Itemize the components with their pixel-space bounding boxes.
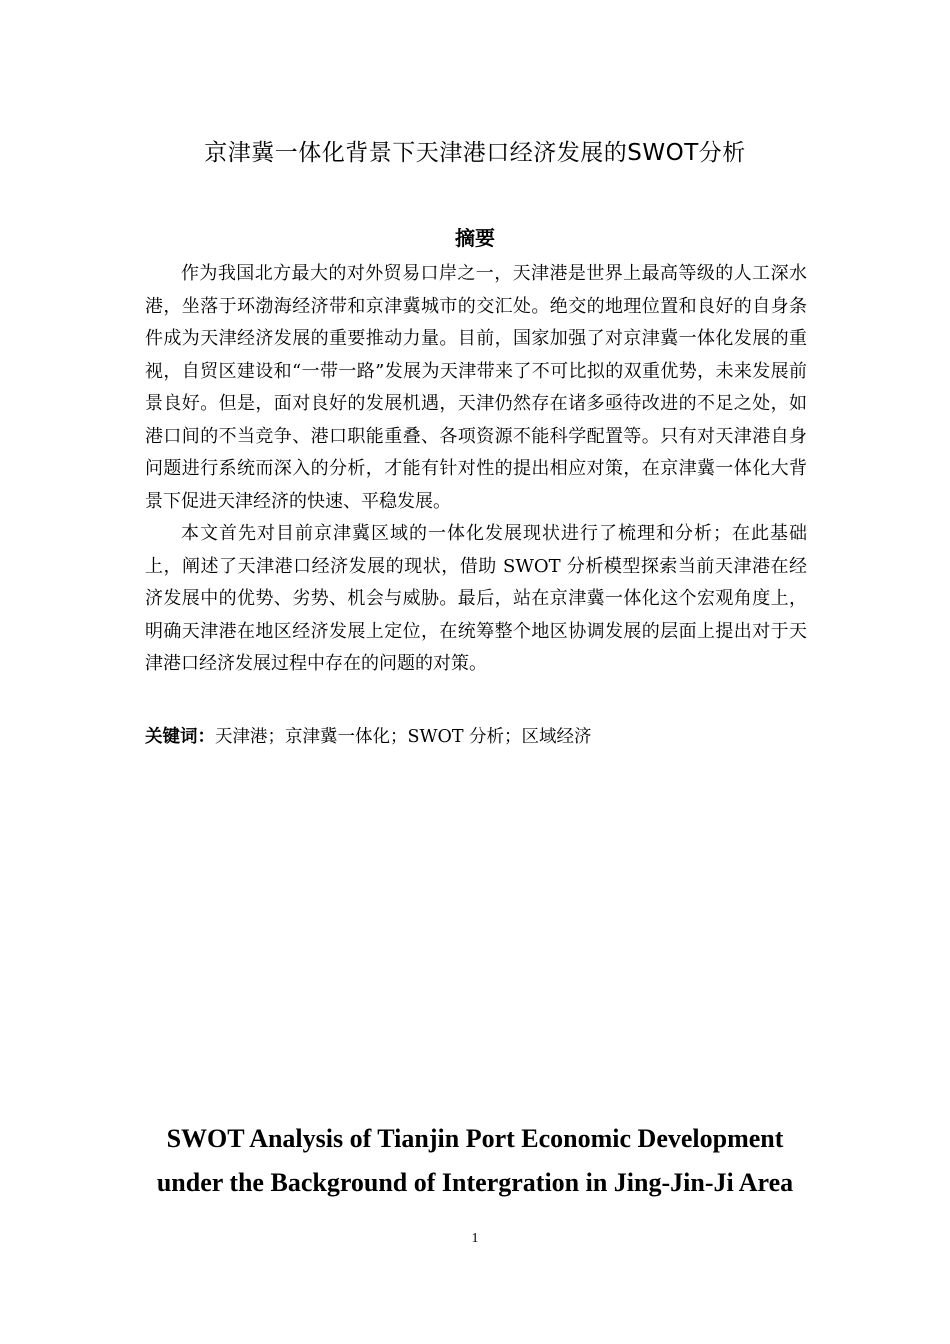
keywords-text: 天津港；京津冀一体化；SWOT 分析；区域经济 <box>215 727 592 747</box>
abstract-heading: 摘要 <box>455 226 495 250</box>
english-title-line-2: under the Background of Intergration in Jing-Jin-Ji Area <box>156 1168 794 1197</box>
chinese-title: 京津冀一体化背景下天津港口经济发展的SWOT分析 <box>204 140 746 166</box>
keywords-label: 关键词： <box>145 727 215 747</box>
abstract-paragraph-2: 本文首先对目前京津冀区域的一体化发展现状进行了梳理和分析；在此基础上，阐述了天津港口经济发展的现状，借助 SWOT 分析模型探索当前天津港在经济发展中的优势、劣势、机会与威胁。最后，站在京津冀一体化这个宏观角度上，明确天津港在地区经济发展上定位，在统筹整个地区协调发展的层面上提出对于天津港口经济发展过程中存在的问题的对策。 <box>145 523 807 674</box>
english-title <box>0 1117 950 1205</box>
page-number: 1 <box>471 1231 479 1246</box>
abstract-body <box>145 258 807 681</box>
keywords-line <box>145 722 807 752</box>
english-title-line-1: SWOT Analysis of Tianjin Port Economic Development <box>166 1124 784 1153</box>
abstract-paragraph-1: 作为我国北方最大的对外贸易口岸之一，天津港是世界上最高等级的人工深水港，坐落于环渤海经济带和京津冀城市的交汇处。绝交的地理位置和良好的自身条件成为天津经济发展的重要推动力量。目前，国家加强了对京津冀一体化发展的重视，自贸区建设和“一带一路”发展为天津带来了不可比拟的双重优势，未来发展前景良好。但是，面对良好的发展机遇，天津仍然存在诸多亟待改进的不足之处，如港口间的不当竞争、港口职能重叠、各项资源不能科学配置等。只有对天津港自身问题进行系统而深入的分析，才能有针对性的提出相应对策，在京津冀一体化大背景下促进天津经济的快速、平稳发展。 <box>145 263 807 512</box>
